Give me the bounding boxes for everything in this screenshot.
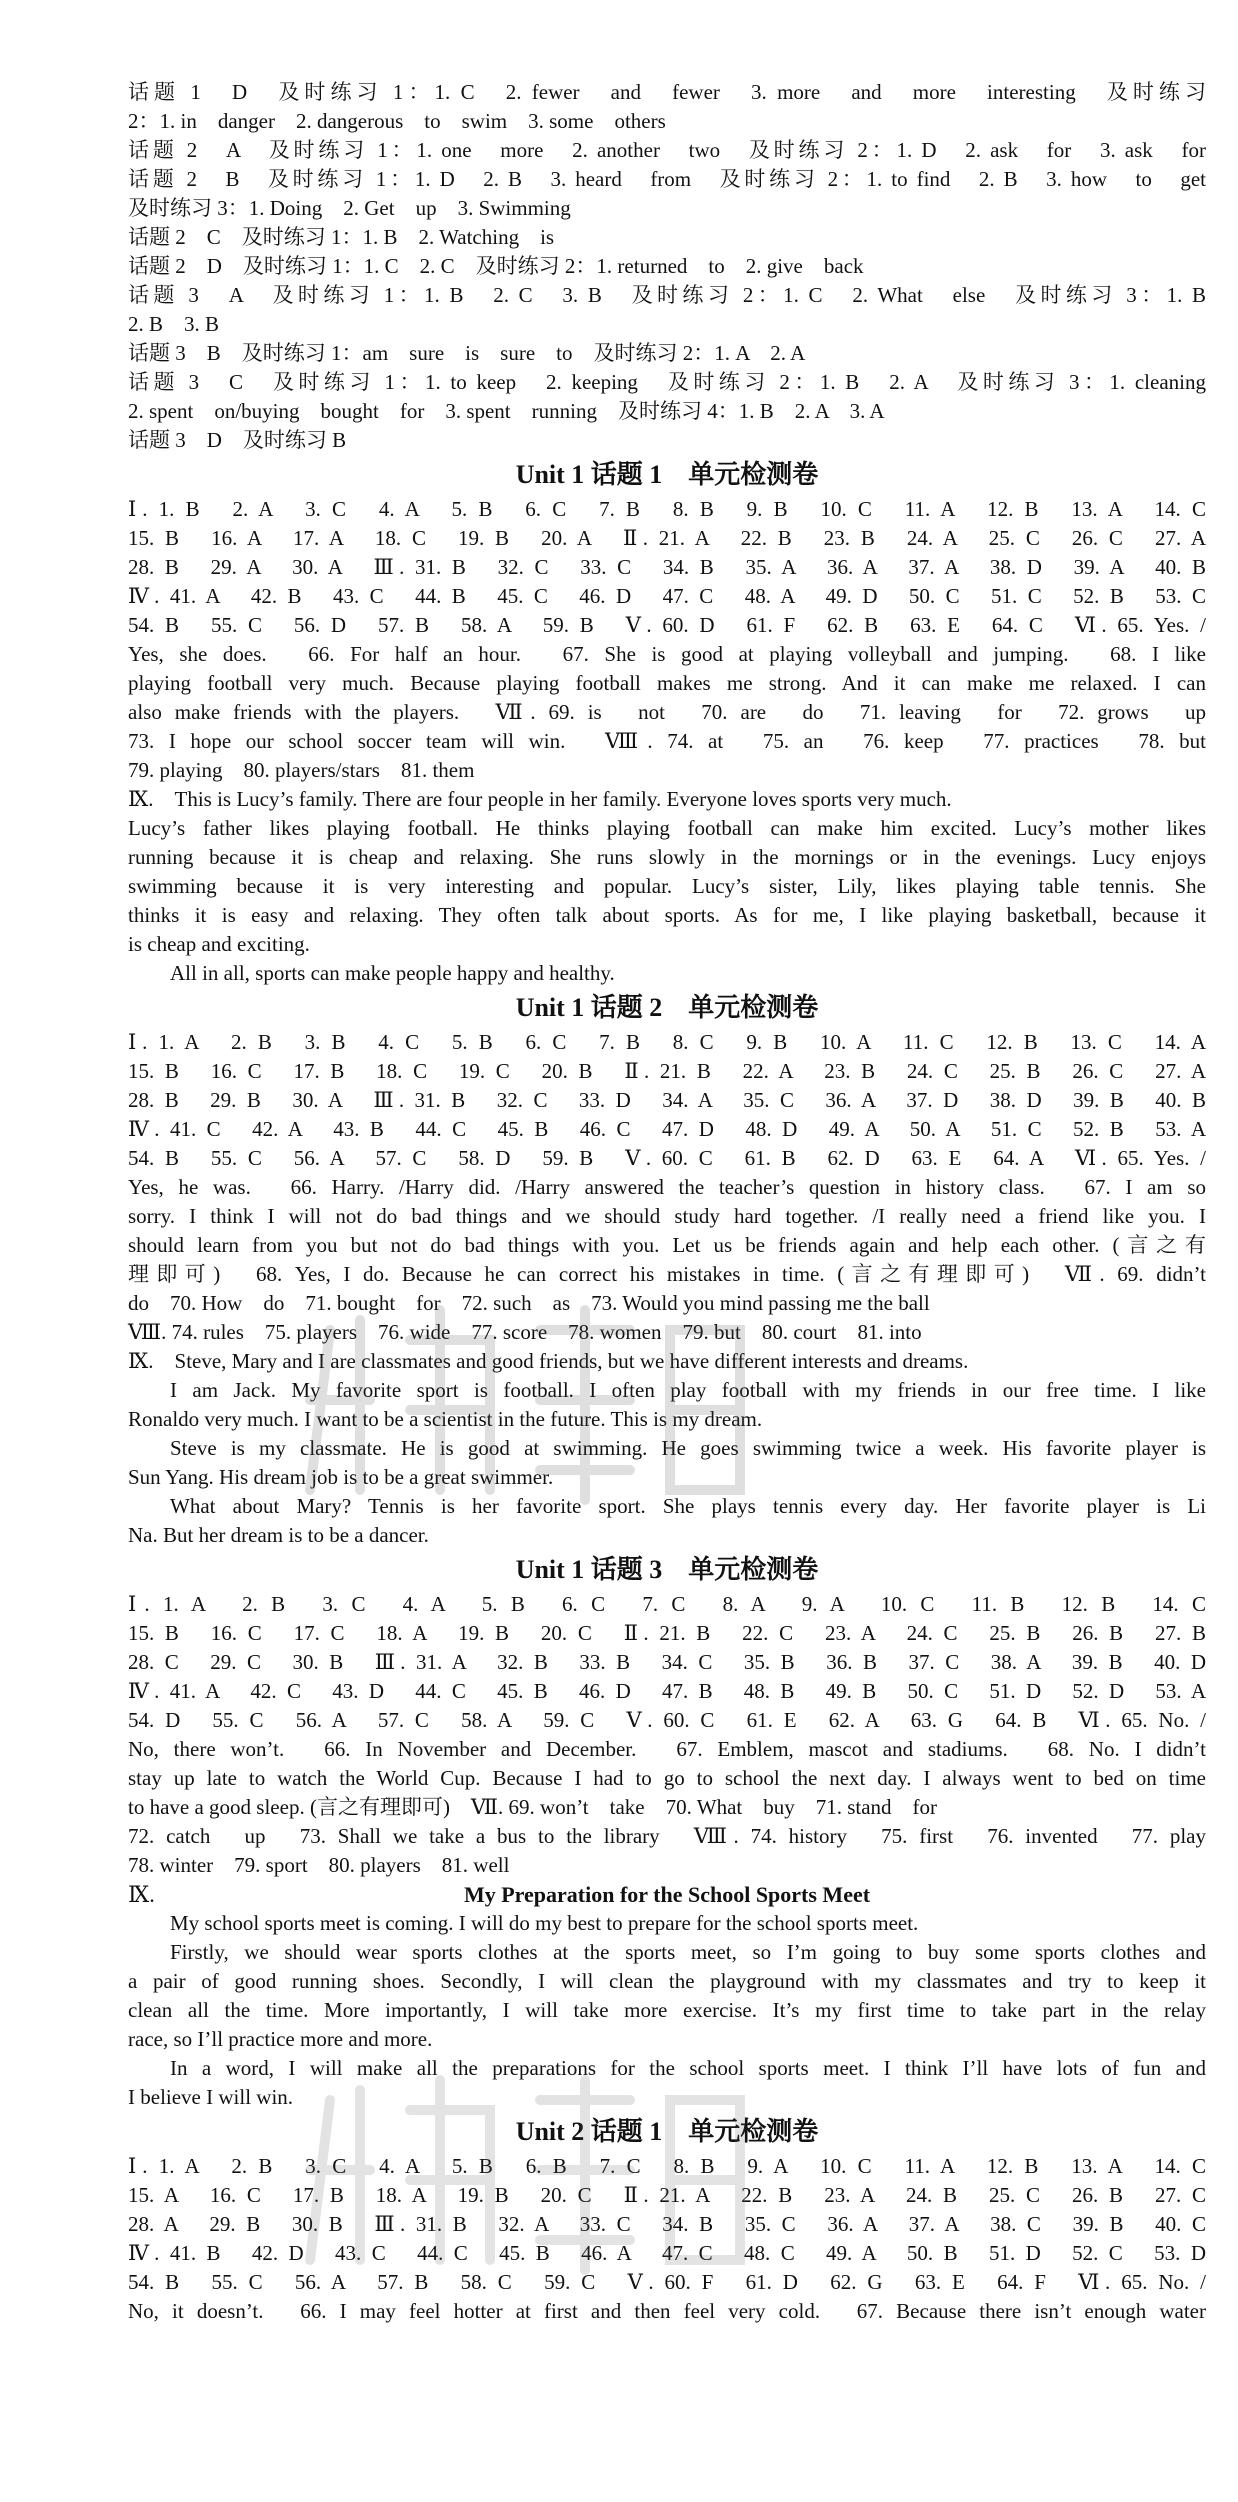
answer-line: Ⅳ. 41. C 42. A 43. B 44. C 45. B 46. C 47. D 48. D 49. A 50. A 51. C 52. B 53. A [128, 1117, 1206, 1141]
essay-line: In a word, I will make all the preparations for the school sports meet. I think I’ll have lots of fun and [170, 2056, 1206, 2080]
answer-line: 话题 2 C 及时练习 1：1. B 2. Watching is [128, 225, 555, 249]
answer-line: Ⅳ. 41. A 42. C 43. D 44. C 45. B 46. D 47. B 48. B 49. B 50. C 51. D 52. D 53. A [128, 1679, 1206, 1703]
answer-line: Ⅳ. 41. A 42. B 43. C 44. B 45. C 46. D 47. C 48. A 49. D 50. C 51. C 52. B 53. C [128, 584, 1206, 608]
topic-practice-answers [128, 78, 1206, 455]
essay-line: running because it is cheap and relaxing. She runs slowly in the mornings or in the evenings. Lucy enjoys [128, 845, 1206, 869]
answer-line: stay up late to watch the World Cup. Because I had to go to school the next day. I always went to bed on time [128, 1766, 1206, 1790]
answer-line: No, there won’t. 66. In November and December. 67. Emblem, mascot and stadiums. 68. No. I didn’t [128, 1737, 1206, 1761]
essay-line: Lucy’s father likes playing football. He thinks playing football can make him excited. Lucy’s mother likes [128, 816, 1206, 840]
unit1-topic2-section [128, 988, 1206, 1550]
answer-line: 78. winter 79. sport 80. players 81. well [128, 1853, 510, 1877]
answer-line: No, it doesn’t. 66. I may feel hotter at first and then feel very cold. 67. Because there isn’t enough water [128, 2299, 1206, 2323]
essay-line: I am Jack. My favorite sport is football. I often play football with my friends in our free time. I like [170, 1378, 1206, 1402]
answer-line: 54. D 55. C 56. A 57. C 58. A 59. C Ⅴ. 60. C 61. E 62. A 63. G 64. B Ⅵ. 65. No. / [128, 1708, 1206, 1732]
essay-line: is cheap and exciting. [128, 932, 310, 956]
answer-line: 54. B 55. C 56. A 57. B 58. C 59. C Ⅴ. 60. F 61. D 62. G 63. E 64. F Ⅵ. 65. No. / [128, 2270, 1206, 2294]
answer-line: Ⅳ. 41. B 42. D 43. C 44. C 45. B 46. A 47. C 48. C 49. A 50. B 51. D 52. C 53. D [128, 2241, 1206, 2265]
answer-line: 及时练习 3：1. Doing 2. Get up 3. Swimming [128, 196, 571, 220]
answer-line: 79. playing 80. players/stars 81. them [128, 758, 475, 782]
answer-line: Ⅰ. 1. A 2. B 3. B 4. C 5. B 6. C 7. B 8. C 9. B 10. A 11. C 12. B 13. C 14. A [128, 1030, 1206, 1054]
answer-line: 28. A 29. B 30. B Ⅲ. 31. B 32. A 33. C 34. B 35. C 36. A 37. A 38. C 39. B 40. C [128, 2212, 1206, 2236]
unit1-topic3-section [128, 1550, 1206, 2112]
essay-title-row [128, 1880, 1206, 1909]
answer-line: Yes, she does. 66. For half an hour. 67. She is good at playing volleyball and jumping. 68. I like [128, 642, 1206, 666]
answer-line: also make friends with the players. Ⅶ. 69. is not 70. are do 71. leaving for 72. grows up [128, 700, 1207, 724]
section-heading: Unit 2 话题 1 单元检测卷 [515, 2117, 819, 2146]
answer-line: 2. B 3. B [128, 312, 220, 336]
answer-line: Ⅰ. 1. A 2. B 3. C 4. A 5. B 6. C 7. C 8. A 9. A 10. C 11. B 12. B 14. C [128, 1592, 1207, 1616]
answer-line: 28. B 29. B 30. A Ⅲ. 31. B 32. C 33. D 34. A 35. C 36. A 37. D 38. D 39. B 40. B [128, 1088, 1206, 1112]
answer-line: 15. B 16. A 17. A 18. C 19. B 20. A Ⅱ. 21. A 22. B 23. B 24. A 25. C 26. C 27. A [128, 526, 1206, 550]
essay-label: Ⅸ. [128, 1882, 155, 1907]
answer-line: 28. C 29. C 30. B Ⅲ. 31. A 32. B 33. B 34. C 35. B 36. B 37. C 38. A 39. B 40. D [128, 1650, 1206, 1674]
answer-line: 理即可) 68. Yes, I do. Because he can correct his mistakes in time. (言之有理即可) Ⅶ. 69. didn’t [128, 1262, 1206, 1286]
answer-line: 73. I hope our school soccer team will win. Ⅷ. 74. at 75. an 76. keep 77. practices 78. but [128, 729, 1206, 753]
answer-line: Yes, he was. 66. Harry. /Harry did. /Harry answered the teacher’s question in history class. 67. I am so [128, 1175, 1206, 1199]
answer-line: 72. catch up 73. Shall we take a bus to the library Ⅷ. 74. history 75. first 76. invented 77. play [128, 1824, 1206, 1848]
essay-line: Ⅸ. Steve, Mary and I are classmates and good friends, but we have different interests and dreams. [128, 1349, 969, 1373]
essay-line: What about Mary? Tennis is her favorite sport. She plays tennis every day. Her favorite player is Li [170, 1494, 1206, 1518]
answer-line: 话题 1 D 及时练习 1：1. C 2. fewer and fewer 3. more and more interesting 及时练习 [128, 80, 1206, 104]
answer-line: playing football very much. Because playing football makes me strong. And it can make me relaxed. I can [128, 671, 1206, 695]
page-content [128, 78, 1206, 2326]
section-heading: Unit 1 话题 1 单元检测卷 [515, 460, 819, 489]
answer-line: 2：1. in danger 2. dangerous to swim 3. some others [128, 109, 666, 133]
answer-line: 15. A 16. C 17. B 18. A 19. B 20. C Ⅱ. 21. A 22. B 23. A 24. B 25. C 26. B 27. C [128, 2183, 1206, 2207]
answer-line: Ⅷ. 74. rules 75. players 76. wide 77. score 78. women 79. but 80. court 81. into [128, 1320, 922, 1344]
answer-line: 话题 2 A 及时练习 1：1. one more 2. another two 及时练习 2：1. D 2. ask for 3. ask for [128, 138, 1206, 162]
essay-line: swimming because it is very interesting and popular. Lucy’s sister, Lily, likes playing table tennis. She [128, 874, 1206, 898]
answer-line: 话题 3 D 及时练习 B [128, 428, 347, 452]
answer-line: 话题 2 D 及时练习 1：1. C 2. C 及时练习 2：1. returned to 2. give back [128, 254, 864, 278]
answer-line: sorry. I think I will not do bad things and we should study hard together. /I really need a friend like you. I [128, 1204, 1206, 1228]
essay-line: I believe I will win. [128, 2085, 294, 2109]
answer-line: 话题 3 B 及时练习 1：am sure is sure to 及时练习 2：1. A 2. A [128, 341, 806, 365]
essay-line: race, so I’ll practice more and more. [128, 2027, 433, 2051]
answer-line: 54. B 55. C 56. A 57. C 58. D 59. B Ⅴ. 60. C 61. B 62. D 63. E 64. A Ⅵ. 65. Yes. / [128, 1146, 1206, 1170]
section-heading: Unit 1 话题 2 单元检测卷 [515, 993, 819, 1022]
answer-line: Ⅰ. 1. B 2. A 3. C 4. A 5. B 6. C 7. B 8. B 9. B 10. C 11. A 12. B 13. A 14. C [128, 497, 1206, 521]
answer-line: 15. B 16. C 17. C 18. A 19. B 20. C Ⅱ. 21. B 22. C 23. A 24. C 25. B 26. B 27. B [128, 1621, 1206, 1645]
essay-line: My school sports meet is coming. I will do my best to prepare for the school sports meet. [170, 1911, 919, 1935]
unit1-topic1-section [128, 455, 1206, 988]
essay-line: a pair of good running shoes. Secondly, I will clean the playground with my classmates and try to keep it [128, 1969, 1206, 1993]
essay-title: My Preparation for the School Sports Meet [463, 1882, 871, 1907]
unit2-topic1-section [128, 2112, 1206, 2326]
essay-line: thinks it is easy and relaxing. They often talk about sports. As for me, I like playing basketball, because it [128, 903, 1206, 927]
answer-line: 2. spent on/buying bought for 3. spent running 及时练习 4：1. B 2. A 3. A [128, 399, 885, 423]
answer-line: 话题 3 A 及时练习 1：1. B 2. C 3. B 及时练习 2：1. C 2. What else 及时练习 3：1. B [128, 283, 1206, 307]
answer-line: to have a good sleep. (言之有理即可) Ⅶ. 69. won’t take 70. What buy 71. stand for [128, 1795, 938, 1819]
essay-line: Na. But her dream is to be a dancer. [128, 1523, 429, 1547]
answer-line: 15. B 16. C 17. B 18. C 19. C 20. B Ⅱ. 21. B 22. A 23. B 24. C 25. B 26. C 27. A [128, 1059, 1206, 1083]
answer-line: Ⅰ. 1. A 2. B 3. C 4. A 5. B 6. B 7. C 8. B 9. A 10. C 11. A 12. B 13. A 14. C [128, 2154, 1206, 2178]
answer-line: 话题 3 C 及时练习 1：1. to keep 2. keeping 及时练习 2：1. B 2. A 及时练习 3：1. cleaning [128, 370, 1206, 394]
essay-line: clean all the time. More importantly, I will take more exercise. It’s my first time to take part in the relay [128, 1998, 1206, 2022]
answer-line: do 70. How do 71. bought for 72. such as 73. Would you mind passing me the ball [128, 1291, 930, 1315]
answer-line: should learn from you but not do bad things with you. Let us be friends again and help each other. (言之有 [128, 1233, 1206, 1257]
essay-line: Sun Yang. His dream job is to be a great swimmer. [128, 1465, 554, 1489]
essay-line: Steve is my classmate. He is good at swimming. He goes swimming twice a week. His favorite player is [170, 1436, 1206, 1460]
essay-line: All in all, sports can make people happy and healthy. [170, 961, 615, 985]
essay-line: Ⅸ. This is Lucy’s family. There are four people in her family. Everyone loves sports very much. [128, 787, 952, 811]
section-heading: Unit 1 话题 3 单元检测卷 [515, 1555, 819, 1584]
answer-line: 28. B 29. A 30. A Ⅲ. 31. B 32. C 33. C 34. B 35. A 36. A 37. A 38. D 39. A 40. B [128, 555, 1206, 579]
answer-line: 54. B 55. C 56. D 57. B 58. A 59. B Ⅴ. 60. D 61. F 62. B 63. E 64. C Ⅵ. 65. Yes. / [128, 613, 1206, 637]
essay-line: Firstly, we should wear sports clothes at the sports meet, so I’m going to buy some sports clothes and [170, 1940, 1206, 1964]
answer-line: 话题 2 B 及时练习 1：1. D 2. B 3. heard from 及时练习 2：1. to find 2. B 3. how to get [128, 167, 1206, 191]
essay-line: Ronaldo very much. I want to be a scientist in the future. This is my dream. [128, 1407, 763, 1431]
